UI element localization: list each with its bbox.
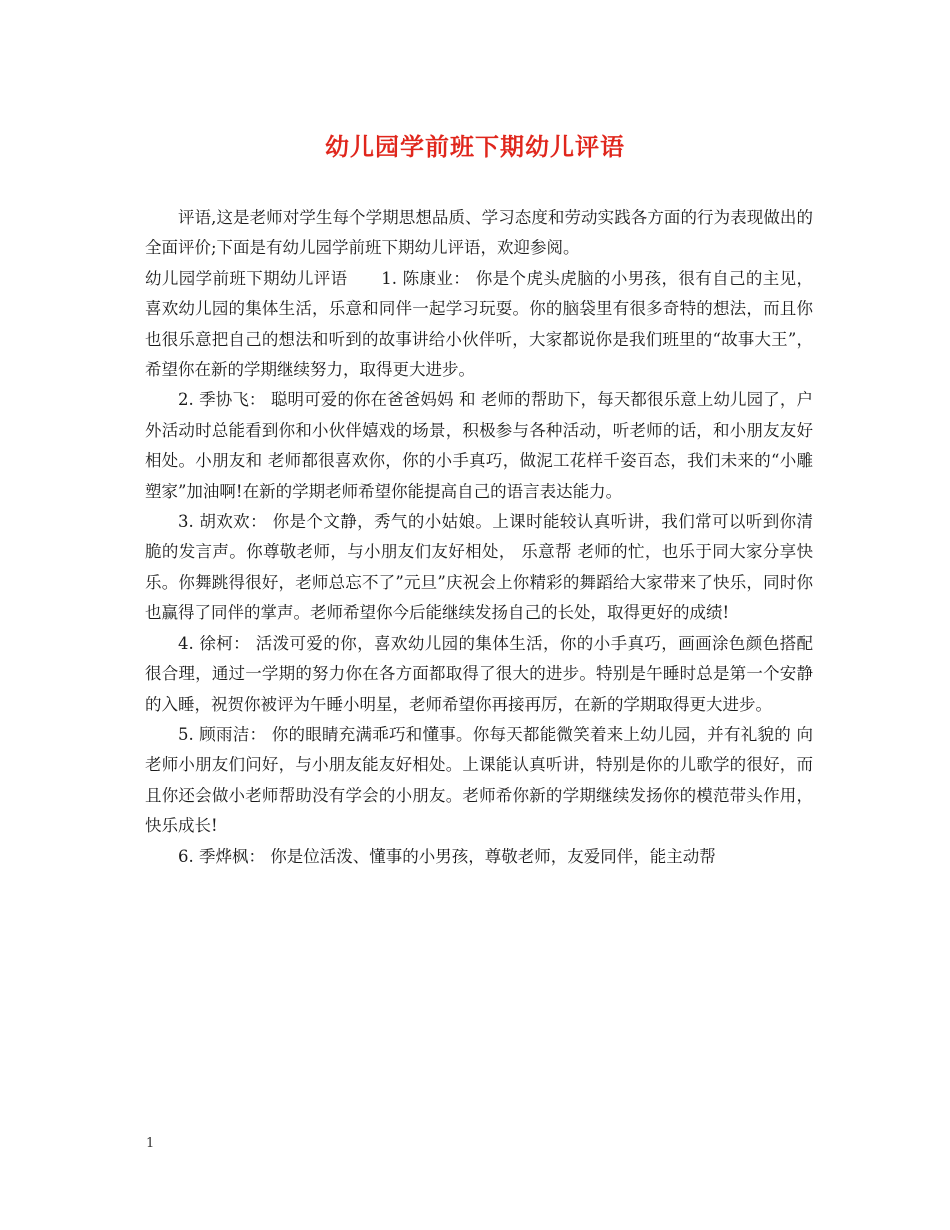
- document-title: 幼儿园学前班下期幼儿评语: [325, 132, 625, 161]
- intro-paragraph: 评语,这是老师对学生每个学期思想品质、学习态度和劳动实践各方面的行为表现做出的全面评价;下面是有幼儿园学前班下期幼儿评语，欢迎参阅。: [145, 208, 813, 258]
- comment-paragraph-5: 5. 顾雨洁： 你的眼睛充满乖巧和懂事。你每天都能微笑着来上幼儿园，并有礼貌的 向老师小朋友们问好，与小朋友能友好相处。上课能认真听讲，特别是你的儿歌学的很好，而且你还会做小老师帮助没有学会的小朋友。老师希你新的学期继续发扬你的模范带头作用，快乐成长!: [145, 724, 813, 836]
- comment-paragraph-6: 6. 季烨枫： 你是位活泼、懂事的小男孩，尊敬老师，友爱同伴，能主动帮: [178, 846, 716, 866]
- comment-paragraph-1: 幼儿园学前班下期幼儿评语 1. 陈康业： 你是个虎头虎脑的小男孩，很有自己的主见，喜欢幼儿园的集体生活，乐意和同伴一起学习玩耍。你的脑袋里有很多奇特的想法，而且你也很乐意把自己的想法和听到的故事讲给小伙伴听，大家都说你是我们班里的“故事大王”，希望你在新的学期继续努力，取得更大进步。: [145, 268, 813, 380]
- comment-paragraph-2: 2. 季协飞： 聪明可爱的你在爸爸妈妈 和 老师的帮助下，每天都很乐意上幼儿园了，户外活动时总能看到你和小伙伴嬉戏的场景，积极参与各种活动，听老师的话，和小朋友友好相处。小朋友和 老师都很喜欢你，你的小手真巧，做泥工花样千姿百态，我们未来的“小雕塑家”加油啊!在新的学期老师希望你能提高自己的语言表达能力。: [145, 390, 813, 501]
- page-number: 1: [146, 1136, 155, 1151]
- document-body: [145, 203, 813, 872]
- comment-paragraph-4: 4. 徐柯： 活泼可爱的你，喜欢幼儿园的集体生活，你的小手真巧，画画涂色颜色搭配很合理，通过一学期的努力你在各方面都取得了很大的进步。特别是午睡时总是第一个安静的入睡，祝贺你被评为午睡小明星，老师希望你再接再厉，在新的学期取得更大进步。: [145, 633, 813, 714]
- comment-paragraph-3: 3. 胡欢欢： 你是个文静，秀气的小姑娘。上课时能较认真听讲，我们常可以听到你清脆的发言声。你尊敬老师，与小朋友们友好相处， 乐意帮 老师的忙，也乐于同大家分享快乐。你舞跳得很好，老师总忘不了”元旦”庆祝会上你精彩的舞蹈给大家带来了快乐，同时你也赢得了同伴的掌声。老师希望你今后能继续发扬自己的长处，取得更好的成绩!: [145, 512, 813, 623]
